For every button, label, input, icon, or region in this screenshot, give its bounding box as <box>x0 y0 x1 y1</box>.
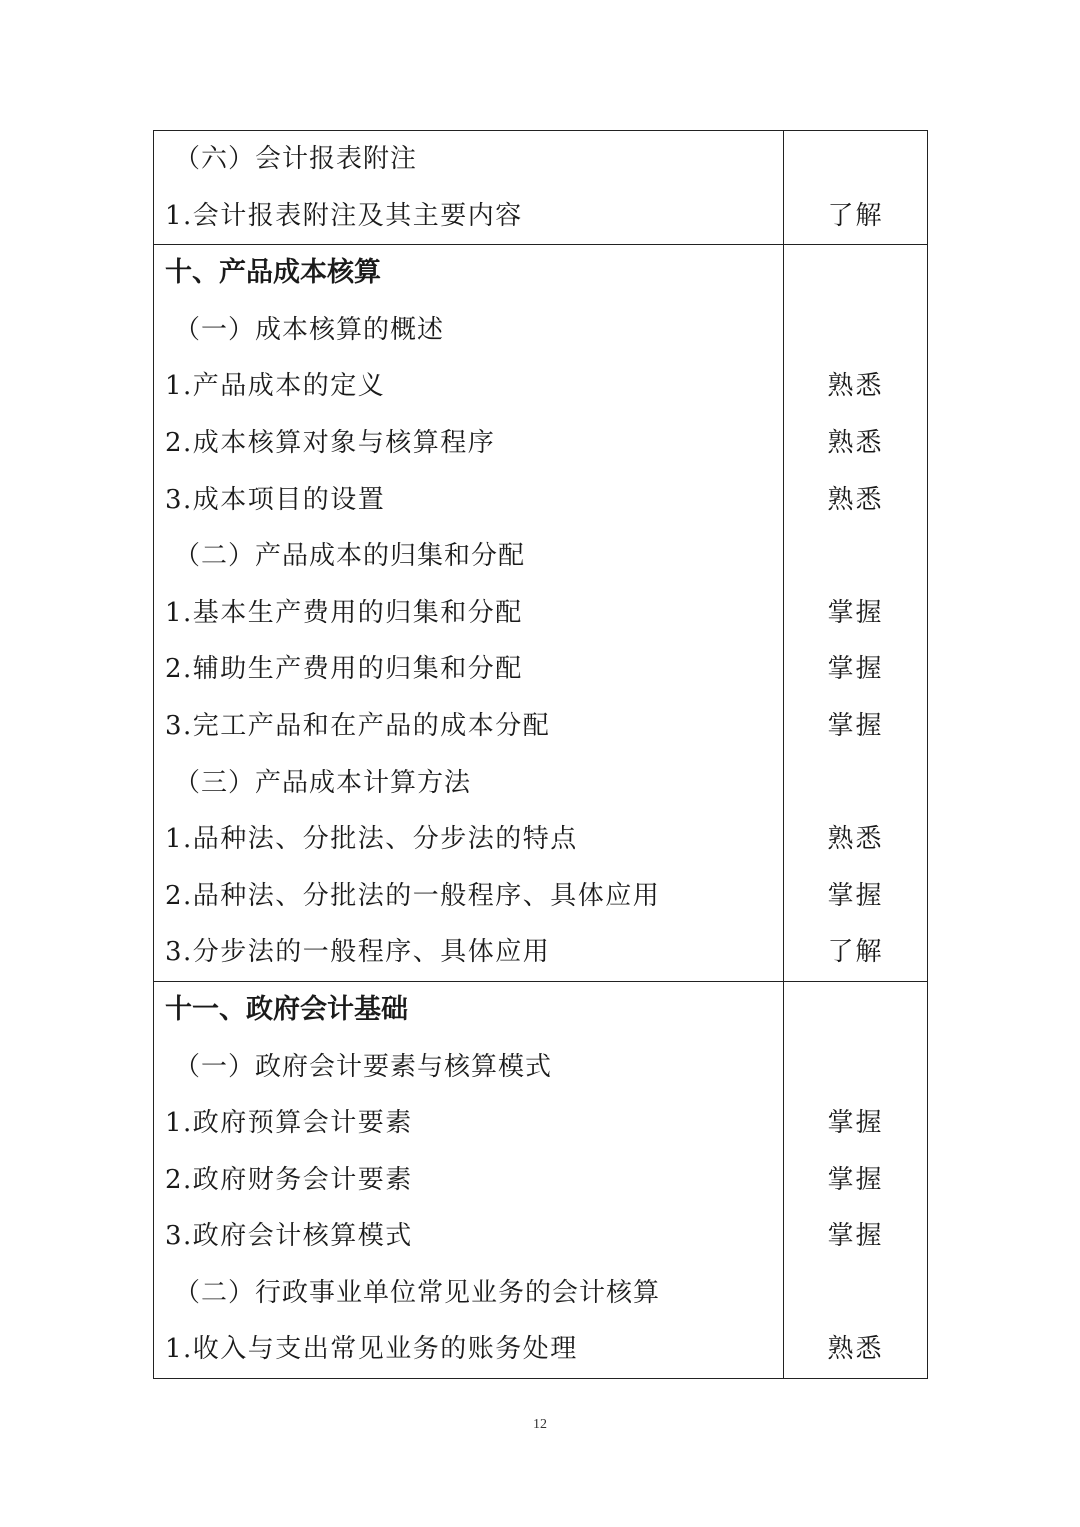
requirement-level <box>784 755 927 812</box>
requirement-level <box>784 1265 927 1322</box>
subsection-heading: （一）政府会计要素与核算模式 <box>174 1051 553 1082</box>
topic-item: 3.成本项目的设置 <box>165 484 386 515</box>
table-body <box>154 131 928 1379</box>
requirement-level <box>784 1039 927 1096</box>
syllabus-table <box>153 130 928 1379</box>
requirement-level: 熟悉 <box>827 371 884 402</box>
requirement-level: 掌握 <box>827 654 884 685</box>
topic-item: 1.会计报表附注及其主要内容 <box>165 200 523 231</box>
requirement-level: 熟悉 <box>827 824 884 855</box>
topic-item: 3.政府会计核算模式 <box>165 1221 413 1252</box>
requirement-level: 了解 <box>827 937 884 968</box>
requirement-level: 掌握 <box>827 597 884 628</box>
section-row <box>154 981 928 1378</box>
requirement-level <box>784 528 927 585</box>
chapter-heading: 十、产品成本核算 <box>165 257 381 289</box>
requirement-level: 掌握 <box>827 710 884 741</box>
requirement-cell <box>784 981 928 1378</box>
topic-item: 2.政府财务会计要素 <box>165 1164 413 1195</box>
content-cell <box>154 981 784 1378</box>
requirement-level: 熟悉 <box>827 484 884 515</box>
section-row <box>154 131 928 245</box>
requirement-level <box>784 982 927 1039</box>
topic-item: 1.基本生产费用的归集和分配 <box>165 597 523 628</box>
topic-item: 3.完工产品和在产品的成本分配 <box>165 710 551 741</box>
subsection-heading: （一）成本核算的概述 <box>174 314 445 345</box>
requirement-level: 掌握 <box>827 1221 884 1252</box>
section-row <box>154 245 928 982</box>
subsection-heading: （六）会计报表附注 <box>174 144 418 174</box>
requirement-level: 掌握 <box>827 880 884 911</box>
topic-item: 1.品种法、分批法、分步法的特点 <box>165 824 578 855</box>
subsection-heading: （三）产品成本计算方法 <box>174 767 472 798</box>
topic-item: 1.政府预算会计要素 <box>165 1108 413 1139</box>
chapter-heading: 十一、政府会计基础 <box>165 993 408 1025</box>
topic-item: 2.辅助生产费用的归集和分配 <box>165 654 523 685</box>
topic-item: 1.收入与支出常见业务的账务处理 <box>165 1334 578 1365</box>
requirement-level <box>784 131 927 188</box>
subsection-heading: （二）行政事业单位常见业务的会计核算 <box>174 1277 661 1308</box>
subsection-heading: （二）产品成本的归集和分配 <box>174 541 526 572</box>
requirement-level <box>784 245 927 302</box>
requirement-level: 了解 <box>827 200 884 231</box>
topic-item: 1.产品成本的定义 <box>165 371 386 402</box>
requirement-cell <box>784 245 928 982</box>
content-cell <box>154 245 784 982</box>
requirement-level: 熟悉 <box>827 427 884 458</box>
requirement-level: 掌握 <box>827 1164 884 1195</box>
page-number: 12 <box>533 1417 547 1432</box>
requirement-level: 掌握 <box>827 1108 884 1139</box>
requirement-cell <box>784 131 928 245</box>
topic-item: 3.分步法的一般程序、具体应用 <box>165 937 551 968</box>
requirement-level: 熟悉 <box>827 1334 884 1365</box>
topic-item: 2.成本核算对象与核算程序 <box>165 427 496 458</box>
topic-item: 2.品种法、分批法的一般程序、具体应用 <box>165 880 661 911</box>
requirement-level <box>784 302 927 359</box>
content-cell <box>154 131 784 245</box>
